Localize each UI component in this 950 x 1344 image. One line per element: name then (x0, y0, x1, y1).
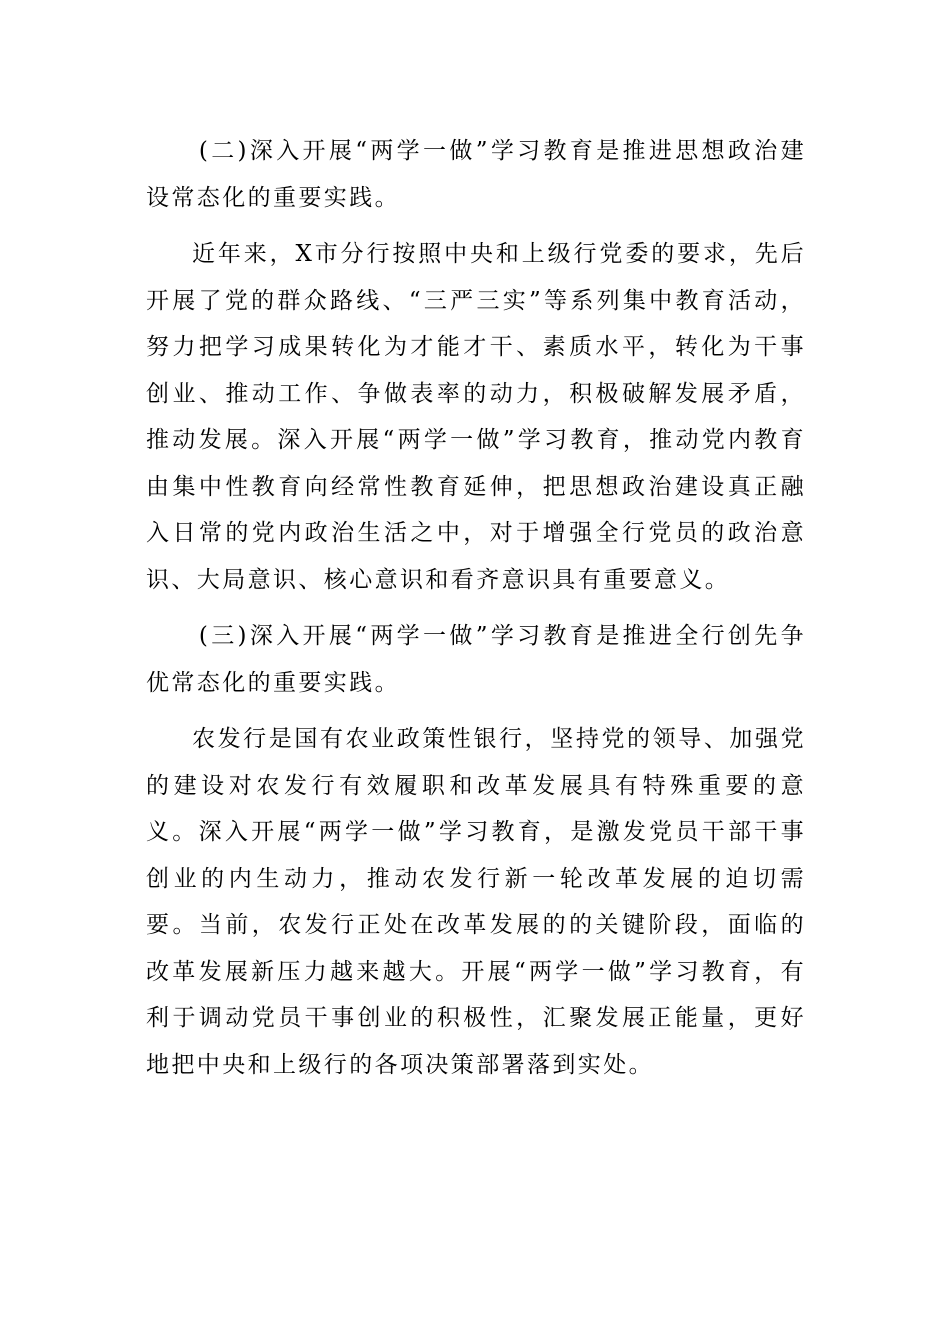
body-paragraph-two: 农发行是国有农业政策性银行，坚持党的领导、加强党的建设对农发行有效履职和改革发展具有特殊重要的意义。深入开展“两学一做”学习教育，是激发党员干部干事创业的内生动力，推动农发行新一轮改革发展的迫切需要。当前，农发行正处在改革发展的的关键阶段，面临的改革发展新压力越来越大。开展“两学一做”学习教育，有利于调动党员干事创业的积极性，汇聚发展正能量，更好地把中央和上级行的各项决策部署落到实处。 (146, 726, 806, 1078)
document-body (146, 128, 806, 1098)
body-paragraph-one: 近年来，X市分行按照中央和上级行党委的要求，先后开展了党的群众路线、“三严三实”等系列集中教育活动，努力把学习成果转化为才能才干、素质水平，转化为干事创业、推动工作、争做表率的动力，积极破解发展矛盾，推动发展。深入开展“两学一做”学习教育，推动党内教育由集中性教育向经常性教育延伸，把思想政治建设真正融入日常的党内政治生活之中，对于增强全行党员的政治意识、大局意识、核心意识和看齐意识具有重要意义。 (146, 241, 806, 593)
section-heading-three: (三)深入开展“两学一做”学习教育是推进全行创先争优常态化的重要实践。 (146, 623, 806, 696)
section-heading-two: (二)深入开展“两学一做”学习教育是推进思想政治建设常态化的重要实践。 (146, 138, 806, 211)
